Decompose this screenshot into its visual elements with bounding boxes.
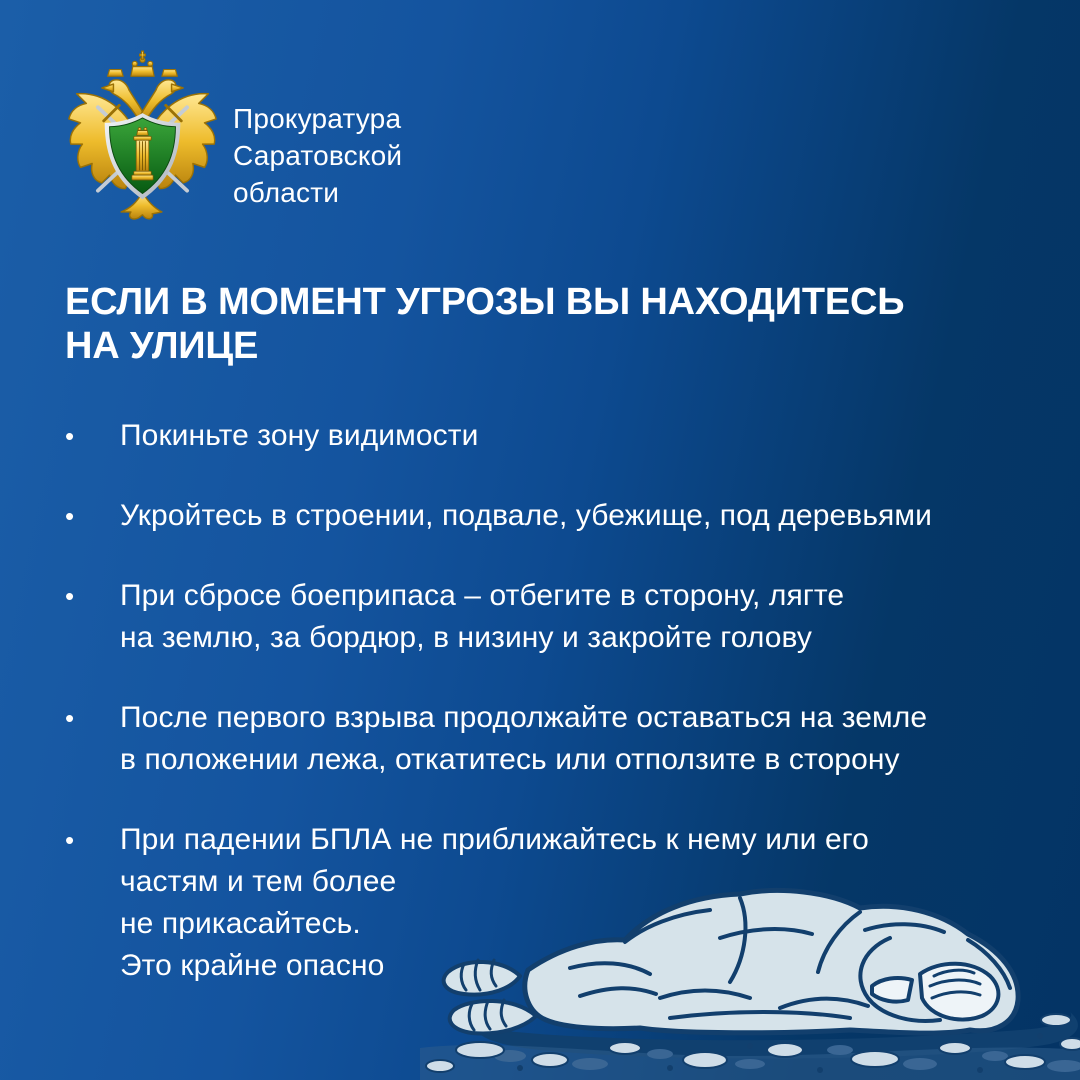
safety-tip-text: При падении БПЛА не приближайтесь к нему или его частям и тем более не прикасайтесь. Это крайне опасно	[120, 823, 869, 982]
bullet-dot-icon: •	[65, 421, 75, 451]
safety-tip-item	[65, 495, 1025, 537]
bullet-dot-icon: •	[65, 501, 75, 531]
safety-tip-text: Укройтесь в строении, подвале, убежище, под деревьями	[120, 499, 932, 532]
bullet-dot-icon: •	[65, 581, 75, 611]
page-title	[65, 280, 904, 368]
page-title-line-2: НА УЛИЦЕ	[65, 325, 259, 367]
prosecutor-emblem-logo-icon	[65, 45, 220, 220]
org-name: Прокуратура Саратовской области	[233, 103, 403, 208]
header	[65, 45, 402, 220]
safety-tip-text: При сбросе боеприпаса – отбегите в сторону, лягте на землю, за бордюр, в низину и закройте голову	[120, 579, 845, 654]
person-lying-covering-head-illustration-icon	[420, 878, 1080, 1080]
page-title-line-1: ЕСЛИ В МОМЕНТ УГРОЗЫ ВЫ НАХОДИТЕСЬ	[65, 281, 905, 323]
safety-tip-item	[65, 575, 1025, 659]
safety-tip-text: После первого взрыва продолжайте оставаться на земле в положении лежа, откатитесь или отползите в сторону	[120, 701, 928, 776]
safety-tip-item	[65, 415, 1025, 457]
safety-tip-item	[65, 697, 1025, 781]
safety-tip-text: Покиньте зону видимости	[120, 419, 479, 452]
bullet-dot-icon: •	[65, 703, 75, 733]
bullet-dot-icon: •	[65, 825, 75, 855]
